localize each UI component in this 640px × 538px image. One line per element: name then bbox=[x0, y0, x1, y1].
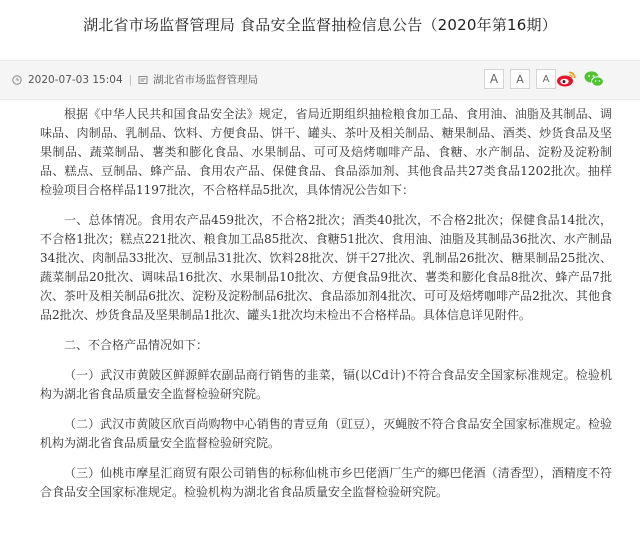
font-size-large-button[interactable] bbox=[484, 69, 504, 89]
meta-bar bbox=[0, 60, 640, 100]
meta-separator: | bbox=[128, 73, 133, 86]
article-paragraph-item-1: （一）武汉市黄陂区鲜源鲜农副品商行销售的韭菜，镉(以Cd计)不符合食品安全国家标准规定。检验机构为湖北省食品质量安全监督检验研究院。 bbox=[40, 368, 612, 401]
weibo-icon[interactable] bbox=[555, 68, 577, 90]
article-paragraph-item-2: （二）武汉市黄陂区欣百尚购物中心销售的青豆角（豇豆），灭蝇胺不符合食品安全国家标准规定。检验机构为湖北省食品质量安全监督检验研究院。 bbox=[40, 417, 612, 450]
wechat-icon[interactable] bbox=[583, 68, 605, 90]
font-size-medium-label: A bbox=[516, 72, 524, 86]
article-paragraph-item-3: （三）仙桃市摩星汇商贸有限公司销售的标称仙桃市乡巴佬酒厂生产的鄉巴佬酒（清香型），酒精度不符合食品安全国家标准规定。检验机构为湖北省食品质量安全监督检验研究院。 bbox=[40, 466, 612, 499]
source-name[interactable]: 湖北省市场监督管理局 bbox=[153, 74, 259, 86]
font-size-small-button[interactable] bbox=[536, 69, 556, 89]
font-size-controls bbox=[484, 69, 562, 89]
font-size-medium-button[interactable] bbox=[510, 69, 530, 89]
clock-icon bbox=[12, 75, 22, 85]
meta-info bbox=[12, 72, 258, 87]
article-paragraph-heading: 二、不合格产品情况如下： bbox=[64, 338, 209, 352]
article-body bbox=[40, 105, 612, 513]
article-paragraph-intro: 根据《中华人民共和国食品安全法》规定，省局近期组织抽检粮食加工品、食用油、油脂及其制品、调味品、肉制品、乳制品、饮料、方便食品、饼干、罐头、茶叶及相关制品、糖果制品、酒类、炒货食品及坚果制品、蔬菜制品、薯类和膨化食品、水果制品、可可及焙烤咖啡产品、食糖、水产制品、淀粉及淀粉制品、糕点、豆制品、蜂产品、食用农产品、保健食品、食品添加剂、其他食品共27类食品1202批次。抽样检验项目合格样品1197批次，不合格样品5批次，具体情况公告如下： bbox=[40, 107, 612, 197]
article-paragraph-overview: 一、总体情况。食用农产品459批次，不合格2批次；酒类40批次，不合格2批次；保健食品14批次，不合格1批次；糕点221批次、粮食加工品85批次、食糖51批次、食用油、油脂及其制品36批次、水产制品34批次、肉制品33批次、豆制品31批次、饮料28批次、饼干27批次、乳制品26批次、糖果制品25批次、蔬菜制品20批次、调味品16批次、水果制品10批次、方便食品9批次、薯类和膨化食品8批次、蜂产品7批次、茶叶及相关制品6批次、淀粉及淀粉制品6批次、食品添加剂4批次、可可及焙烤咖啡产品2批次、其他食品2批次、炒货食品及坚果制品1批次、罐头1批次均未检出不合格样品。具体信息详见附件。 bbox=[40, 213, 612, 322]
source-icon bbox=[138, 75, 148, 85]
publish-date: 2020-07-03 15:04 bbox=[28, 73, 123, 86]
share-controls bbox=[555, 68, 611, 90]
font-size-large-label: A bbox=[489, 72, 499, 86]
font-size-small-label: A bbox=[542, 73, 550, 85]
page-title: 湖北省市场监督管理局 食品安全监督抽检信息公告（2020年第16期） bbox=[83, 16, 557, 34]
